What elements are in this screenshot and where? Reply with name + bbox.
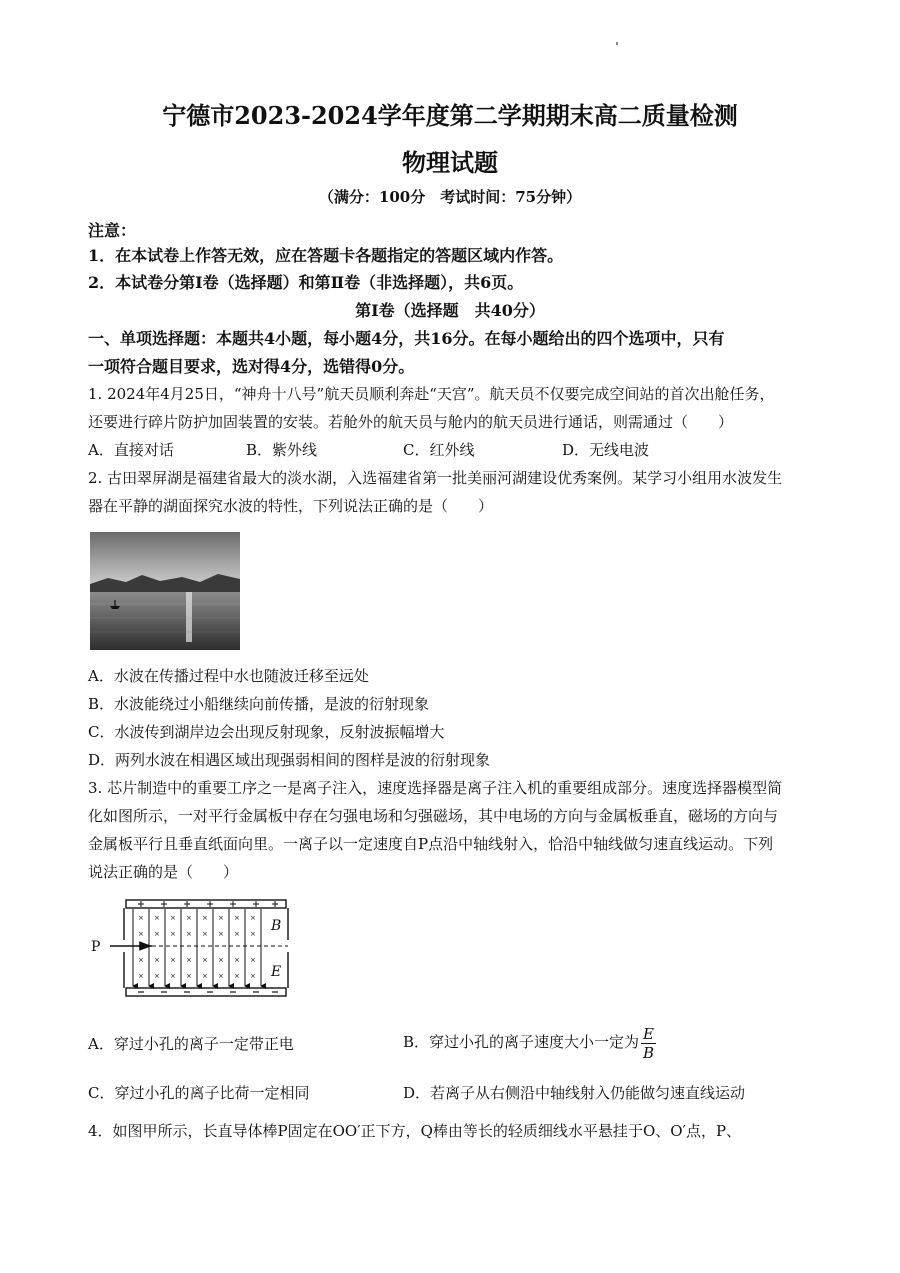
q1-option-b: B．紫外线 [246,441,318,459]
svg-text:×: × [250,956,256,964]
svg-text:×: × [234,972,240,980]
svg-text:×: × [250,914,256,922]
svg-text:×: × [170,972,176,980]
q2-line-1: 2. 古田翠屏湖是福建省最大的淡水湖，入选福建省第一批美丽河湖建设优秀案例。某学习小组用水波发生 [88,469,783,487]
svg-text:×: × [186,930,192,938]
scan-dot [616,42,618,45]
q2-option-b: B．水波能绕过小船继续向前传播，是波的衍射现象 [88,695,430,713]
svg-text:×: × [202,914,208,922]
svg-text:×: × [234,956,240,964]
section-heading-2: 一项符合题目要求，选对得4分，选错得0分。 [88,357,415,376]
svg-text:×: × [218,914,224,922]
q2-option-a: A．水波在传播过程中水也随波迁移至远处 [88,667,369,685]
svg-text:×: × [202,930,208,938]
q1-option-d: D．无线电波 [562,441,650,459]
notice-item-2: 2．本试卷分第Ⅰ卷（选择题）和第Ⅱ卷（非选择题），共6页。 [88,273,524,292]
q4-line-1: 4．如图甲所示，长直导体棒P固定在OO′正下方，Q棒由等长的轻质细线水平悬挂于O、O′点，P、 [88,1122,742,1140]
svg-text:×: × [138,956,144,964]
svg-text:×: × [250,930,256,938]
fraction-e-over-b [641,1025,656,1062]
fraction-numerator: E [643,1024,654,1043]
section-title: 第Ⅰ卷（选择题 共40分） [355,301,545,320]
svg-text:×: × [234,930,240,938]
svg-text:×: × [170,930,176,938]
svg-text:×: × [186,956,192,964]
q2-line-2: 器在平静的湖面探究水波的特性，下列说法正确的是（ ） [88,497,494,515]
svg-text:×: × [218,956,224,964]
q3-line-3: 金属板平行且垂直纸面向里。一离子以一定速度自P点沿中轴线射入，恰沿中轴线做匀速直线运动。下列 [88,835,774,853]
fraction-denominator: B [642,1043,655,1062]
q3-option-d: D．若离子从右侧沿中轴线射入仍能做匀速直线运动 [403,1084,746,1102]
svg-text:×: × [234,914,240,922]
q1-option-a: A．直接对话 [88,441,174,459]
score-time: （满分：100分 考试时间：75分钟） [318,188,582,206]
svg-text:×: × [218,930,224,938]
svg-text:×: × [170,914,176,922]
svg-text:×: × [154,956,160,964]
notice-item-1: 1．在本试卷上作答无效，应在答题卡各题指定的答题区域内作答。 [88,246,564,265]
svg-text:×: × [138,930,144,938]
q1-line-2: 还要进行碎片防护加固装置的安装。若舱外的航天员与舱内的航天员进行通话，则需通过（ ） [88,413,734,431]
svg-text:×: × [202,956,208,964]
label-e: E [271,964,282,980]
svg-text:×: × [250,972,256,980]
notice-label: 注意： [88,221,137,240]
svg-text:×: × [186,972,192,980]
q3-option-c: C．穿过小孔的离子比荷一定相同 [88,1084,310,1102]
velocity-selector-diagram [86,896,296,1000]
label-b: B [271,918,282,934]
q1-line-1: 1. 2024年4月25日，“神舟十八号”航天员顺利奔赴“天宫”。航天员不仅要完成空间站的首次出舱任务， [88,385,775,403]
svg-text:×: × [154,914,160,922]
lake-photo [90,532,240,650]
exam-title: 宁德市2023-2024学年度第二学期期末高二质量检测 [162,101,738,130]
q2-option-d: D．两列水波在相遇区域出现强弱相间的图样是波的衍射现象 [88,751,491,769]
svg-text:×: × [138,914,144,922]
q3-line-1: 3. 芯片制造中的重要工序之一是离子注入，速度选择器是离子注入机的重要组成部分。速度选择器模型简 [88,779,783,797]
svg-text:×: × [138,972,144,980]
svg-text:×: × [186,914,192,922]
exam-subtitle: 物理试题 [402,148,498,177]
svg-text:×: × [154,930,160,938]
section-heading-1: 一、单项选择题：本题共4小题，每小题4分，共16分。在每小题给出的四个选项中，只有 [88,329,725,348]
svg-text:×: × [154,972,160,980]
svg-text:×: × [202,972,208,980]
svg-text:×: × [170,956,176,964]
q3-line-4: 说法正确的是（ ） [88,863,239,881]
q1-option-c: C．红外线 [403,441,475,459]
q3-option-a: A．穿过小孔的离子一定带正电 [88,1035,294,1053]
svg-text:×: × [218,972,224,980]
q3-option-b [403,1022,656,1062]
q3-line-2: 化如图所示，一对平行金属板中存在匀强电场和匀强磁场，其中电场的方向与金属板垂直，磁场的方向与 [88,807,779,825]
q2-option-c: C．水波传到湖岸边会出现反射现象，反射波振幅增大 [88,723,445,741]
label-p: P [91,939,101,955]
q3-option-b-text: B．穿过小孔的离子速度大小一定为 [403,1033,640,1051]
